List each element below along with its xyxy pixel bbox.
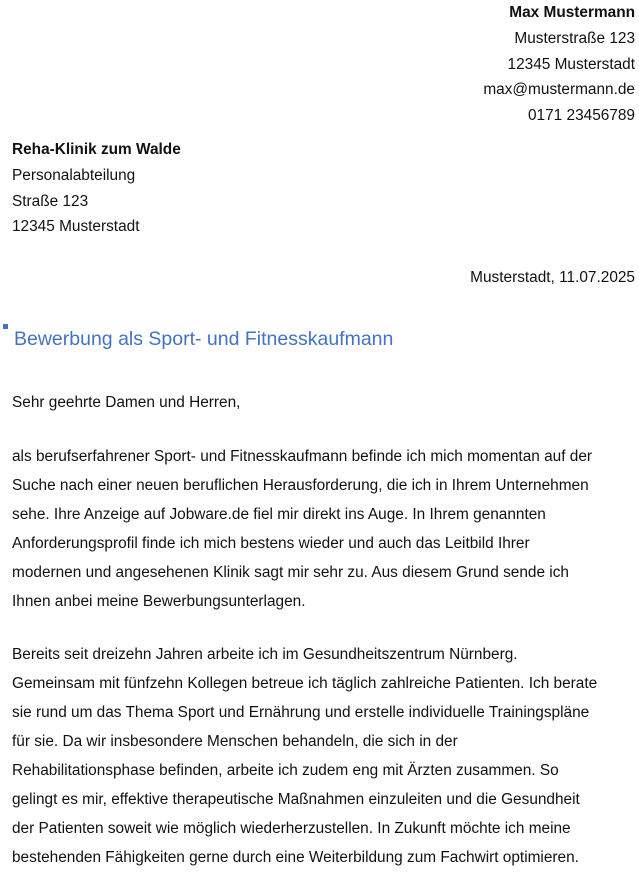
letter-date: Musterstadt, 11.07.2025 <box>470 269 635 286</box>
recipient-name: Reha-Klinik zum Walde <box>12 141 181 158</box>
sender-address-block <box>483 0 635 129</box>
text-line: Rehabilitationsphase befinden, arbeite ich zudem eng mit Ärzten zusammen. So <box>12 762 559 779</box>
text-line: der Patienten soweit wie möglich wiederherzustellen. In Zukunft möchte ich meine <box>12 820 571 837</box>
recipient-city: 12345 Musterstadt <box>12 218 140 236</box>
text-line: sie rund um das Thema Sport und Ernährung und erstelle individuelle Trainingspläne <box>12 704 590 721</box>
text-line: sehe. Ihre Anzeige auf Jobware.de fiel mir direkt ins Auge. In Ihrem genannten <box>12 506 546 523</box>
sender-email: max@mustermann.de <box>483 81 635 99</box>
subject-marker <box>3 324 8 329</box>
sender-city: 12345 Musterstadt <box>507 55 635 73</box>
recipient-department: Personalabteilung <box>12 166 136 184</box>
text-line: modernen und angesehenen Klinik sagt mir sehr zu. Aus diesem Grund sende ich <box>12 564 569 581</box>
text-line: gelingt es mir, effektive therapeutische Maßnahmen einzuleiten und die Gesundheit <box>12 791 580 808</box>
text-line: Ihnen anbei meine Bewerbungsunterlagen. <box>12 593 306 610</box>
body-paragraph-2 <box>12 640 637 872</box>
sender-phone: 0171 23456789 <box>528 107 635 125</box>
text-line: für sie. Da wir insbesondere Menschen behandeln, die sich in der <box>12 733 458 750</box>
sender-name: Max Mustermann <box>509 4 635 21</box>
text-line: Suche nach einer neuen beruflichen Herausforderung, die ich in Ihrem Unternehmen <box>12 477 589 494</box>
body-paragraph-1 <box>12 442 637 616</box>
letter-subject: Bewerbung als Sport- und Fitnesskaufmann <box>14 328 394 350</box>
sender-street: Musterstraße 123 <box>514 29 635 47</box>
recipient-address-block <box>12 137 181 240</box>
recipient-street: Straße 123 <box>12 192 89 210</box>
text-line: Gemeinsam mit fünfzehn Kollegen betreue ich täglich zahlreiche Patienten. Ich berate <box>12 675 598 692</box>
text-line: bestehenden Fähigkeiten gerne durch eine Weiterbildung zum Fachwirt optimieren. <box>12 849 579 866</box>
text-line: Anforderungsprofil finde ich mich bestens wieder und auch das Leitbild Ihrer <box>12 535 530 552</box>
text-line: als berufserfahrener Sport- und Fitnesskaufmann befinde ich mich momentan auf der <box>12 448 593 465</box>
text-line: Bereits seit dreizehn Jahren arbeite ich im Gesundheitszentrum Nürnberg. <box>12 646 518 663</box>
salutation: Sehr geehrte Damen und Herren, <box>12 394 241 411</box>
